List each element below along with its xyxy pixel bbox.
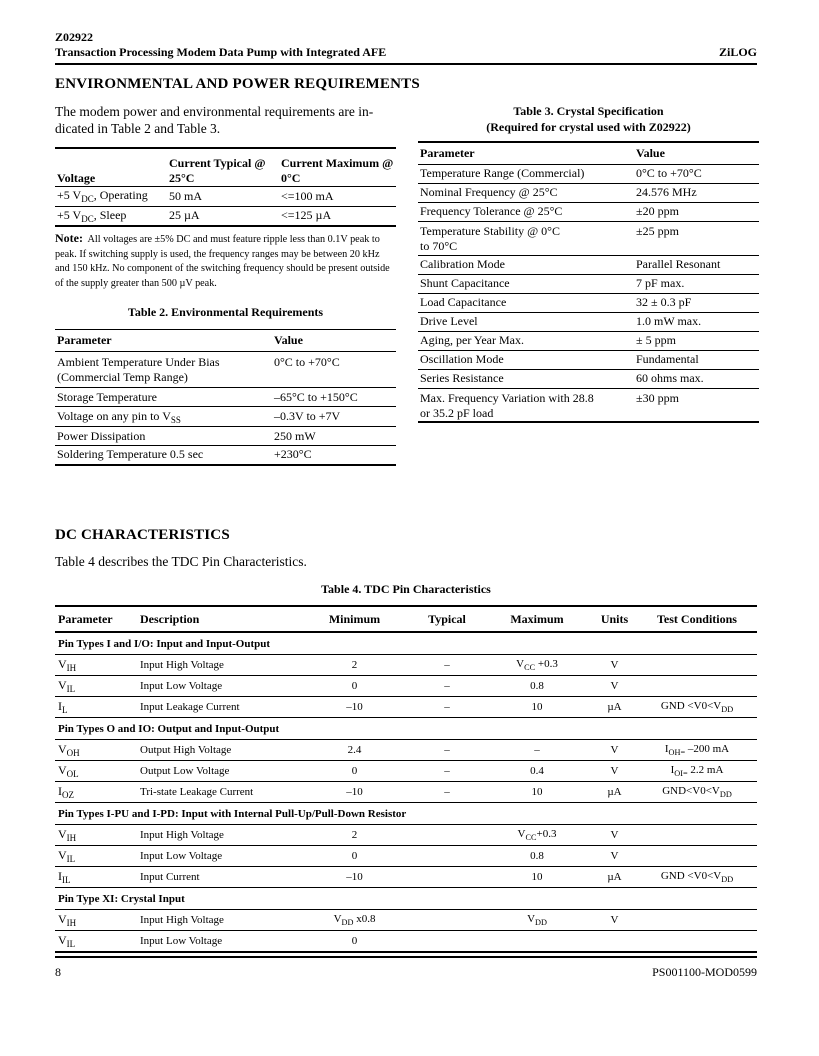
table4-units: µA: [607, 871, 622, 883]
table-row: [418, 202, 759, 221]
table-row: [55, 910, 757, 931]
table4-description: Tri-state Leakage Current: [140, 786, 254, 798]
table2-header-parameter: Parameter: [57, 333, 112, 347]
table4-parameter: $V_{OL}$: [58, 763, 79, 779]
table4-minimum: 2: [351, 659, 358, 671]
table-row: [418, 312, 759, 331]
table4-parameter: $V_{IL}$: [58, 678, 76, 694]
table4-test-conditions: [637, 655, 757, 676]
table-row: [55, 427, 396, 446]
table4-minimum: –10: [346, 871, 363, 883]
table3-value: 7 pF max.: [636, 276, 685, 290]
table-row: [55, 931, 757, 953]
table-row: [418, 331, 759, 350]
table3-param: Temperature Stability @ 0°C to 70°C: [420, 223, 560, 253]
table4-minimum: 0: [351, 765, 358, 777]
table4-group-row: [55, 632, 757, 655]
power-header-voltage: Voltage: [57, 170, 96, 185]
table3-param: Oscillation Mode: [420, 352, 504, 366]
table3-value: ±20 ppm: [636, 204, 679, 218]
table3-value: 24.576 MHz: [636, 185, 697, 199]
table4-tdc-pin: [55, 605, 757, 953]
table4-test-conditions: [637, 825, 757, 846]
table-row: [418, 293, 759, 312]
table4-maximum: 0.8: [530, 680, 544, 692]
table3-param: Series Resistance: [420, 371, 504, 385]
table2-value: +230°C: [274, 447, 312, 462]
table4-description: Input Current: [140, 871, 200, 883]
table4-typical: [412, 867, 482, 888]
table-row: [418, 350, 759, 369]
table4-test-conditions: $I_{OH=}$ –200 mA: [664, 743, 730, 757]
section-heading-dc: DC CHARACTERISTICS: [55, 527, 230, 543]
t4-header-parameter: Parameter: [58, 611, 113, 626]
table4-minimum: 0: [351, 935, 358, 947]
power-table: [55, 147, 396, 227]
table4-typical: [412, 846, 482, 867]
table4-units: V: [610, 829, 619, 841]
table4-typical: –: [444, 659, 450, 671]
table4-minimum: –10: [346, 701, 363, 713]
table4-description: Input Low Voltage: [140, 935, 223, 947]
table4-parameter: $I_{OZ}$: [58, 784, 74, 800]
note-label: Note:: [55, 231, 83, 245]
table4-description: Input High Voltage: [140, 659, 224, 671]
table4-maximum: $V_{CC}+0.3$: [517, 828, 557, 842]
table3-param: Nominal Frequency @ 25°C: [420, 185, 558, 199]
power-voltage-cell: +5 $V_{DC}$, Operating: [57, 188, 148, 204]
table4-parameter: $V_{IH}$: [58, 827, 77, 843]
power-row: [55, 186, 396, 206]
table-row: [418, 274, 759, 293]
table4-group-title: Pin Type XI: Crystal Input: [58, 892, 185, 905]
power-header-max: Current Maximum @ 0°C: [281, 155, 394, 185]
table4-typical: [412, 910, 482, 931]
table4-minimum: 0: [351, 850, 358, 862]
table4-test-conditions: $GND<V0<V_{DD}$: [662, 785, 732, 799]
table2-value: 0°C to +70°C: [274, 355, 340, 369]
table3-caption: [418, 103, 759, 135]
power-max-cell: <=125 µA: [281, 208, 332, 223]
section-heading-environmental: ENVIRONMENTAL AND POWER REQUIREMENTS: [55, 76, 420, 92]
table2-param: Soldering Temperature 0.5 sec: [57, 447, 204, 462]
table2-value: 250 mW: [274, 428, 316, 443]
table4-units: µA: [607, 786, 622, 798]
table4-caption: Table 4. TDC Pin Characteristics: [321, 582, 491, 596]
table4-maximum: [482, 931, 592, 953]
table-row: [55, 782, 757, 803]
table3-param: Calibration Mode: [420, 257, 505, 271]
note-text: All voltages are ±5% DC and must feature ripple less than 0.1V peak to peak. If switching supply is used, the frequency ranges may be between 20 kHz and 150 kHz. No component of the switching frequency should be present outside of the supply greater than 500 µV peak.: [55, 234, 390, 289]
table4-maximum: 0.4: [530, 765, 544, 777]
dc-intro: Table 4 describes the TDC Pin Characteristics.: [55, 554, 307, 569]
table3-value: 32 ± 0.3 pF: [636, 295, 692, 309]
table-row: [55, 697, 757, 718]
table4-description: Input Low Voltage: [140, 850, 223, 862]
table4-description: Input Low Voltage: [140, 680, 223, 692]
table4-minimum: –10: [346, 786, 363, 798]
table2-value: –0.3V to +7V: [274, 409, 341, 423]
table-row: [418, 369, 759, 388]
table4-typical: [412, 825, 482, 846]
table4-parameter: $V_{IH}$: [58, 657, 77, 673]
table3-value: 0°C to +70°C: [636, 166, 702, 180]
table4-description: Input High Voltage: [140, 829, 224, 841]
table4-units: V: [610, 765, 619, 777]
table3-param: Load Capacitance: [420, 295, 507, 309]
table3-param: Shunt Capacitance: [420, 276, 510, 290]
table-row: [418, 221, 759, 255]
table2-param: Storage Temperature: [57, 389, 157, 404]
table4-test-conditions: [637, 910, 757, 931]
table2-value: –65°C to +150°C: [274, 389, 358, 404]
table4-parameter: $V_{IL}$: [58, 848, 76, 864]
brand-name: ZiLOG: [718, 45, 757, 59]
t4-header-typical: Typical: [428, 611, 466, 626]
table-row: [55, 825, 757, 846]
t4-header-test-conditions: Test Conditions: [657, 611, 737, 626]
footer-rule: [55, 956, 757, 958]
header-rule: [55, 63, 757, 65]
table-row: [55, 446, 396, 465]
table4-parameter: $I_L$: [58, 699, 68, 715]
table4-test-conditions: GND $<V0<V_{DD}$: [660, 700, 734, 714]
table4-minimum: $V_{DD}$ x0.8: [333, 913, 376, 927]
table3-crystal: [418, 141, 759, 423]
table3-caption-title: Table 3. Crystal Specification: [513, 104, 664, 118]
table4-group-title: Pin Types I and I/O: Input and Input-Output: [58, 637, 271, 650]
table2-param: Ambient Temperature Under Bias (Commercial Temp Range): [57, 355, 220, 384]
table3-param: Temperature Range (Commercial): [420, 166, 585, 180]
table3-value: Parallel Resonant: [636, 257, 721, 271]
table-row: [55, 846, 757, 867]
table-row: [55, 761, 757, 782]
table-row: [418, 388, 759, 422]
table4-typical: –: [444, 744, 450, 756]
table4-minimum: 2: [351, 829, 358, 841]
table3-caption-subtitle: (Required for crystal used with Z02922): [486, 120, 691, 134]
table4-typical: –: [444, 680, 450, 692]
table2-caption: Table 2. Environmental Requirements: [127, 305, 324, 319]
table4-parameter: $V_{IL}$: [58, 933, 76, 949]
table4-maximum: 10: [531, 871, 543, 883]
power-note: [55, 231, 396, 291]
table-row: [55, 655, 757, 676]
table4-typical: –: [444, 786, 450, 798]
table4-minimum: 0: [351, 680, 358, 692]
table4-maximum: $V_{DD}$: [527, 913, 547, 927]
table4-parameter: $V_{OH}$: [58, 742, 80, 758]
table4-typical: [412, 931, 482, 953]
table4-units: V: [610, 914, 619, 926]
table-row: [418, 183, 759, 202]
table2-param: Voltage on any pin to $V_{SS}$: [57, 408, 181, 425]
table4-group-title: Pin Types I-PU and I-PD: Input with Internal Pull-Up/Pull-Down Resistor: [58, 807, 407, 820]
table3-value: 1.0 mW max.: [636, 314, 702, 328]
table2-environmental: [55, 329, 396, 466]
table3-param: Frequency Tolerance @ 25°C: [420, 204, 563, 218]
table-row: [55, 867, 757, 888]
table3-value: Fundamental: [636, 352, 699, 366]
table4-parameter: $I_{IL}$: [58, 869, 71, 885]
table4-test-conditions: [637, 846, 757, 867]
t4-header-description: Description: [140, 611, 200, 626]
table2-header-value: Value: [274, 333, 303, 347]
table3-param: Aging, per Year Max.: [420, 333, 524, 347]
table4-typical: –: [444, 765, 450, 777]
table3-value: ±30 ppm: [636, 390, 679, 405]
table4-body: [55, 632, 757, 952]
table4-test-conditions: [637, 676, 757, 697]
power-header-typical: Current Typical @ 25°C: [169, 155, 266, 185]
table3-header-parameter: Parameter: [420, 145, 475, 160]
table-row: [55, 740, 757, 761]
table4-minimum: 2.4: [347, 744, 362, 756]
table4-maximum: 0.8: [530, 850, 544, 862]
table4-maximum: 10: [531, 786, 543, 798]
table4-maximum: –: [534, 744, 540, 756]
table4-group-row: [55, 718, 757, 740]
power-typical-cell: 25 µA: [169, 208, 200, 223]
table4-description: Input Leakage Current: [140, 701, 240, 713]
table3-header-value: Value: [636, 145, 665, 160]
table4-test-conditions: [637, 931, 757, 953]
t4-header-maximum: Maximum: [510, 611, 564, 626]
table4-description: Output High Voltage: [140, 744, 232, 756]
table4-maximum: 10: [531, 701, 543, 713]
table3-value: 60 ohms max.: [636, 371, 704, 385]
document-id: PS001100-MOD0599: [652, 965, 757, 979]
table-row: [55, 352, 396, 388]
table4-description: Input High Voltage: [140, 914, 224, 926]
table4-group-row: [55, 803, 757, 825]
table4-test-conditions: GND $<V0<V_{DD}$: [660, 870, 734, 884]
table4-maximum: $V_{CC} +0.3$: [516, 658, 558, 672]
env-intro: The modem power and environmental requirements are in-dicated in Table 2 and Table 3.: [55, 104, 374, 136]
power-voltage-cell: +5 $V_{DC}$, Sleep: [57, 207, 127, 224]
power-typical-cell: 50 mA: [169, 188, 202, 203]
table4-group-title: Pin Types O and IO: Output and Input-Output: [58, 722, 280, 735]
table-row: [418, 255, 759, 274]
table4-test-conditions: $I_{OI=}$ 2.2 mA: [670, 764, 724, 778]
table4-units: V: [610, 744, 619, 756]
t4-header-minimum: Minimum: [328, 611, 381, 626]
table3-value: ± 5 ppm: [636, 333, 676, 347]
table4-units: V: [610, 850, 619, 862]
table-row: [55, 388, 396, 407]
table-row: [418, 164, 759, 183]
table4-units: V: [610, 659, 619, 671]
table-row: [55, 676, 757, 697]
table3-value: ±25 ppm: [636, 223, 679, 238]
table4-parameter: $V_{IH}$: [58, 912, 77, 928]
table4-units: [592, 931, 637, 953]
table4-typical: –: [444, 701, 450, 713]
table4-units: V: [610, 680, 619, 692]
power-row: [55, 206, 396, 226]
power-max-cell: <=100 mA: [281, 188, 334, 203]
table4-description: Output Low Voltage: [140, 765, 230, 777]
table3-param: Max. Frequency Variation with 28.8 or 35.2 pF load: [420, 390, 594, 420]
page-number: 8: [55, 965, 61, 979]
table4-units: µA: [607, 701, 622, 713]
t4-header-units: Units: [600, 611, 629, 626]
table2-param: Power Dissipation: [57, 428, 146, 443]
doc-title: Transaction Processing Modem Data Pump with Integrated AFE: [55, 45, 387, 59]
doc-code: Z02922: [55, 30, 94, 44]
table3-param: Drive Level: [420, 314, 478, 328]
table-row: [55, 407, 396, 427]
table4-group-row: [55, 888, 757, 910]
